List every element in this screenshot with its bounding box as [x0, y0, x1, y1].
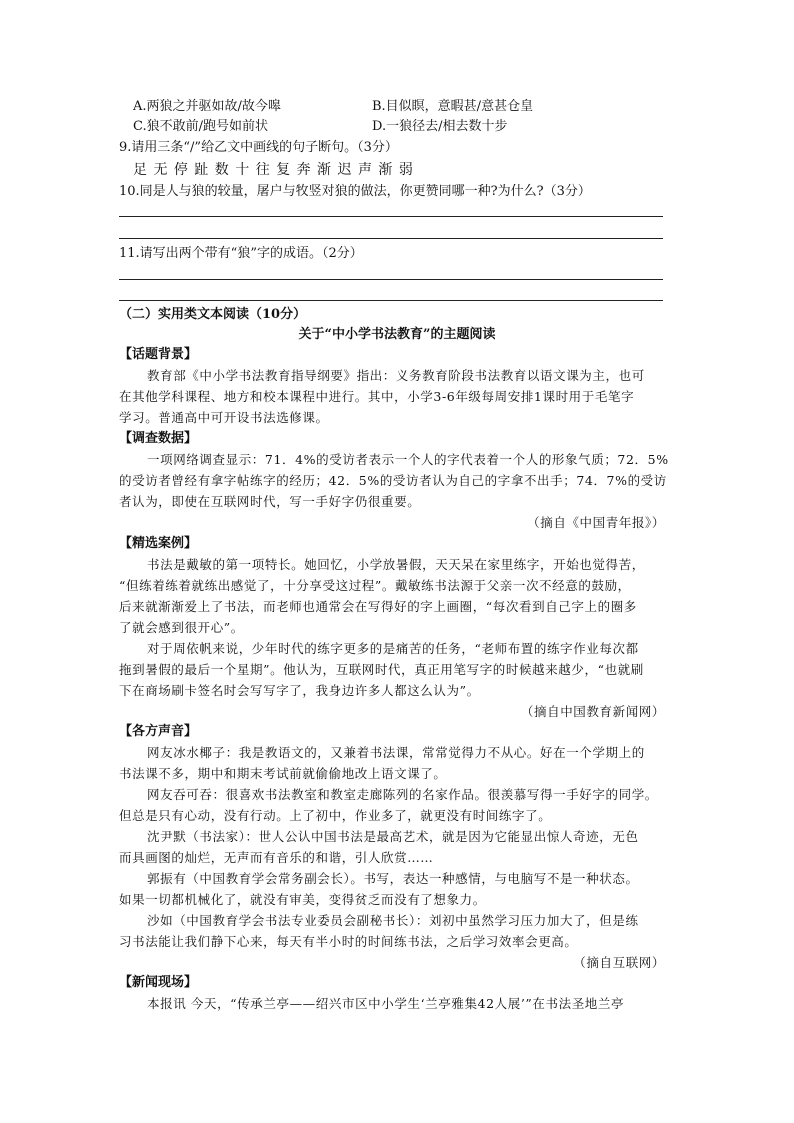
voices-line-5: 沈尹默（书法家）：世人公认中国书法是最高艺术，就是因为它能显出惊人奇迹，无色 — [147, 829, 639, 844]
voices-line-3: 网友吞可吞：很喜欢书法教室和教室走廊陈列的名家作品。很羡慕写得一手好字的同学。 — [147, 787, 658, 802]
section2-heading: （二）实用类文本阅读（10分） — [119, 307, 307, 322]
q11-prompt: 11.请写出两个带有“狼”字的成语。（2分） — [119, 246, 363, 261]
q10-answer-line-2 — [119, 238, 663, 239]
news-heading: 【新闻现场】 — [119, 975, 198, 990]
voices-line-10: 习书法能让我们静下心来，每天有半小时的时间练书法，之后学习效率会更高。 — [119, 934, 578, 949]
voices-line-7: 郭振有（中国教育学会常务副会长）。书写，表达一种感情，与电脑写不是一种状态。 — [147, 871, 639, 886]
voices-line-4: 但总是只有心动，没有行动。上了初中，作业多了，就更没有时间练字了。 — [119, 808, 552, 823]
voices-line-9: 沙如（中国教育学会书法专业委员会副秘书长）：刘初中虽然学习压力加大了，但是练 — [147, 913, 639, 928]
survey-line-3: 者认为，即使在互联网时代，写一手好字仍很重要。 — [119, 494, 421, 509]
background-line-1: 教育部《中小学书法教育指导纲要》指出：义务教育阶段书法教育以语文课为主，也可 — [147, 368, 645, 383]
cases-line-6: 拖到暑假的最后一个星期”。他认为，互联网时代，真正用笔写字的时候越来越少，“也就刷 — [119, 662, 644, 677]
q11-answer-line-2 — [119, 300, 663, 301]
q10-answer-line-1 — [119, 216, 663, 217]
background-line-3: 学习。普通高中可开设书法选修课。 — [119, 410, 329, 425]
voices-source: （摘自互联网） — [573, 955, 665, 970]
cases-line-5: 对于周依帆来说，少年时代的练字更多的是痛苦的任务，“老师布置的练字作业每次都 — [147, 641, 639, 656]
q8-option-b: B.目似瞑，意暇甚/意甚仓皇 — [372, 99, 534, 114]
voices-line-6: 而具画图的灿烂，无声而有音乐的和谐，引人欣赏…… — [119, 850, 434, 865]
q9-sentence: 足 无 停 趾 数 十 往 复 奔 渐 迟 声 渐 弱 — [133, 162, 414, 178]
survey-source: （摘自《中国青年报》） — [527, 515, 665, 530]
voices-line-2: 书法课不多，期中和期末考试前就偷偷地改上语文课了。 — [119, 766, 447, 781]
survey-line-1: 一项网络调查显示：71．4%的受访者表示一个人的字代表着一个人的形象气质；72．5% — [147, 452, 669, 467]
voices-line-1: 网友冰水椰子：我是教语文的，又兼着书法课，常常觉得力不从心。好在一个学期上的 — [147, 745, 645, 760]
q8-option-c: C.狼不敢前/跑号如前状 — [133, 119, 268, 134]
cases-line-3: 后来就渐渐爱上了书法，而老师也通常会在写得好的字上画圈，“每次看到自己字上的圈多 — [119, 599, 637, 614]
section2-title: 关于“中小学书法教育”的主题阅读 — [298, 327, 496, 342]
cases-heading: 【精选案例】 — [119, 536, 198, 551]
q8-option-a: A.两狼之并驱如故/故今嗥 — [133, 99, 281, 114]
cases-line-4: 了就会感到很开心”。 — [119, 620, 244, 635]
news-line-1: 本报讯 今天，“传承兰亭——绍兴市区中小学生‘兰亭雅集42人展’”在书法圣地兰亭 — [147, 996, 625, 1011]
q8-option-d: D.一狼径去/相去数十步 — [372, 119, 508, 134]
survey-line-2: 的受访者曾经有拿字帖练字的经历；42．5%的受访者认为自己的字拿不出手；74．7%的受访 — [119, 473, 667, 488]
voices-line-8: 如果一切都机械化了，就没有审美，变得贫乏而没有了想象力。 — [119, 892, 486, 907]
q11-answer-line-1 — [119, 279, 663, 280]
cases-source: （摘自中国教育新闻网） — [520, 704, 665, 719]
cases-line-1: 书法是戴敏的第一项特长。她回忆，小学放暑假，天天呆在家里练字，开始也觉得苦， — [147, 557, 645, 572]
background-heading: 【话题背景】 — [119, 347, 198, 362]
background-line-2: 在其他学科课程、地方和校本课程中进行。其中，小学3-6年级每周安排1课时用于毛笔字 — [119, 389, 635, 404]
voices-heading: 【各方声音】 — [119, 724, 198, 739]
q9-prompt: 9.请用三条“/”给乙文中画线的句子断句。（3分） — [119, 140, 398, 155]
cases-line-7: 下在商场刷卡签名时会写写字了，我身边许多人都这么认为”。 — [119, 683, 480, 698]
survey-heading: 【调查数据】 — [119, 431, 198, 446]
cases-line-2: “但练着练着就练出感觉了，十分享受这过程”。戴敏练书法源于父亲一次不经意的鼓励， — [119, 578, 631, 593]
q10-prompt: 10.同是人与狼的较量，屠户与牧竖对狼的做法，你更赞同哪一种?为什么?（3分） — [119, 184, 591, 199]
